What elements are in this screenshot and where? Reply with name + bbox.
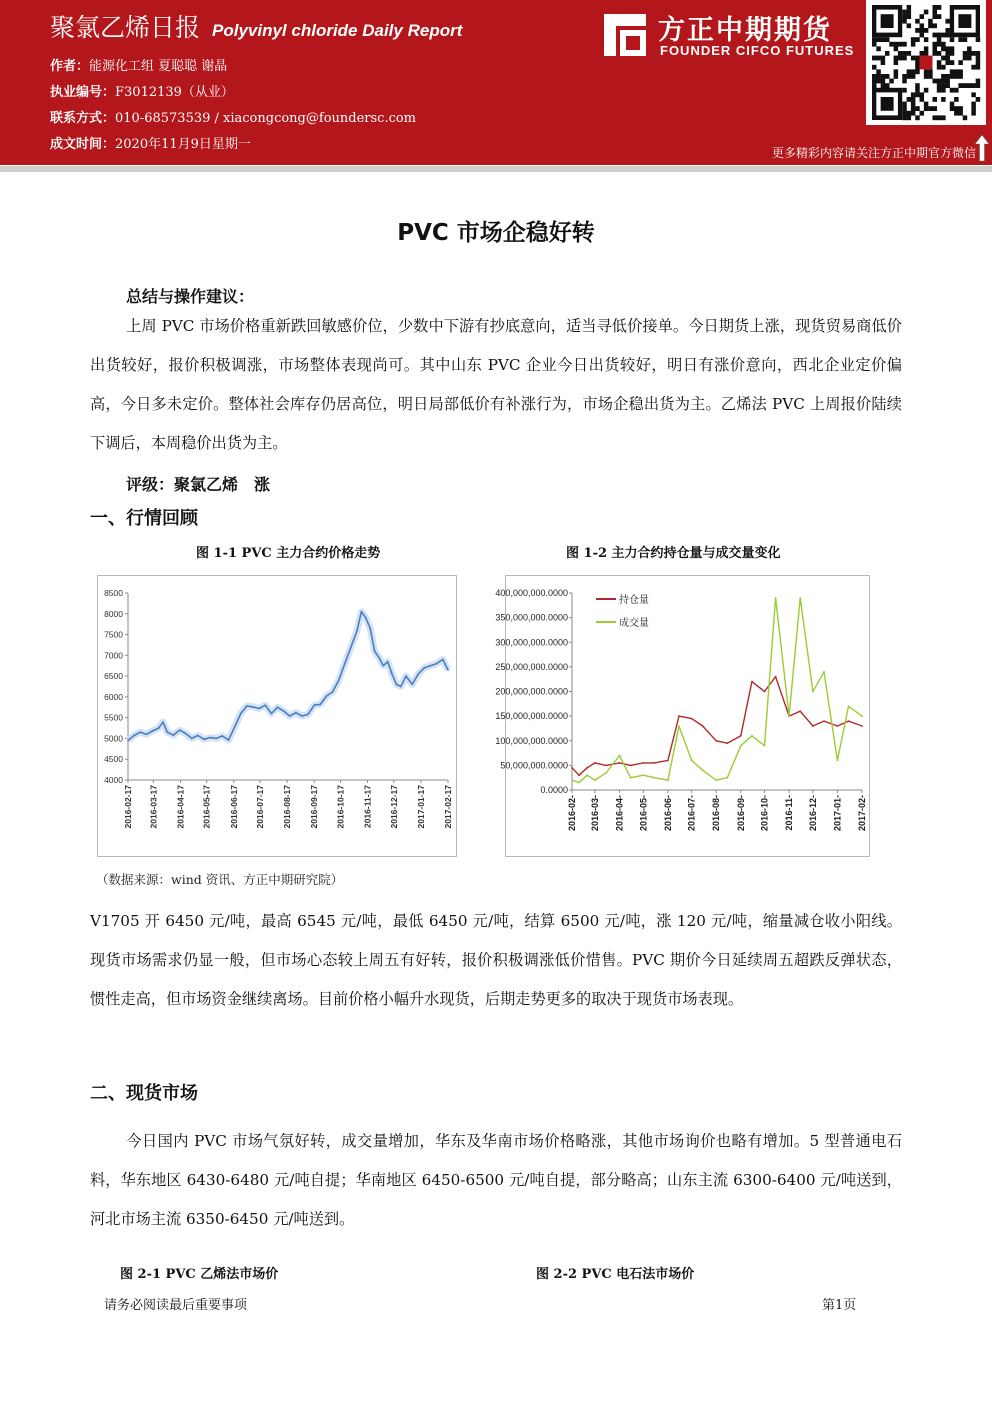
meta-license: 执业编号：F3012139（从业） bbox=[50, 85, 234, 100]
price-point bbox=[295, 712, 297, 714]
volume-point bbox=[702, 769, 704, 771]
page-number: 第1页 bbox=[822, 1298, 857, 1313]
author-meta bbox=[50, 54, 416, 158]
y-tick-label: 250,000,000.0000 bbox=[495, 661, 568, 672]
brand-name-cn: 方正中期期货 bbox=[658, 15, 832, 46]
x-tick-label: 2016-04-17 bbox=[175, 785, 186, 829]
price-point bbox=[133, 735, 135, 737]
volume-point bbox=[630, 777, 632, 779]
volume-point bbox=[667, 779, 669, 781]
price-point bbox=[301, 715, 303, 717]
open-interest-point bbox=[740, 735, 742, 737]
price-point bbox=[283, 710, 285, 712]
price-point bbox=[271, 713, 273, 715]
volume-point bbox=[751, 735, 753, 737]
x-tick-label: 2016-03-17 bbox=[148, 785, 159, 829]
y-tick-label: 6000 bbox=[104, 691, 123, 702]
x-tick-label: 2017-01-17 bbox=[415, 785, 426, 829]
volume-point bbox=[715, 779, 717, 781]
price-point bbox=[405, 675, 407, 677]
price-point bbox=[191, 738, 193, 740]
legend-label: 成交量 bbox=[619, 618, 649, 629]
x-tick-label: 2017-02-17 bbox=[443, 785, 453, 829]
y-tick-label: 300,000,000.0000 bbox=[495, 637, 568, 648]
y-tick-label: 6500 bbox=[104, 671, 123, 682]
y-tick-label: 4000 bbox=[104, 775, 123, 785]
price-point bbox=[173, 734, 175, 736]
volume-point bbox=[642, 774, 644, 776]
open-interest-point bbox=[861, 725, 863, 727]
y-tick-label: 7500 bbox=[104, 629, 123, 640]
price-point bbox=[252, 706, 254, 708]
x-tick-label: 2016-06-17 bbox=[228, 785, 239, 829]
price-point bbox=[382, 665, 384, 667]
price-point bbox=[152, 730, 154, 732]
volume-point bbox=[812, 691, 814, 693]
price-point bbox=[215, 738, 217, 740]
volume-point bbox=[571, 779, 573, 781]
x-tick-label: 2016-04- bbox=[614, 795, 625, 832]
open-interest-point bbox=[691, 718, 693, 720]
volume-point bbox=[578, 782, 580, 784]
volume-line bbox=[572, 598, 862, 783]
y-tick-label: 5500 bbox=[104, 712, 123, 723]
open-interest-point bbox=[823, 720, 825, 722]
open-interest-point bbox=[726, 742, 728, 744]
price-point bbox=[185, 733, 187, 735]
fig3-title: 图 2-1 PVC 乙烯法市场价 bbox=[120, 1267, 279, 1282]
volume-point bbox=[726, 777, 728, 779]
summary-paragraph: 上周 PVC 市场价格重新跌回敏感价位，少数中下游有抄底意向，适当寻低价接单。今日期货上涨，现货贸易商低价出货较好，报价积极调涨，市场整体表现尚可。其中山东 PVC 企业今日出货较好，明日有涨价意向，西北企业定价偏高，今日多未定价。整体社会库存仍居高位，明日局部低价有补涨行为，市场企稳出货为主。乙烯法 PVC 上周报价陆续下调后，本周稳价出货为主。 bbox=[90, 317, 902, 452]
x-tick-label: 2016-09- bbox=[735, 795, 746, 832]
x-tick-label: 2016-05-17 bbox=[201, 785, 212, 829]
report-title bbox=[50, 8, 462, 44]
y-tick-label: 8000 bbox=[104, 608, 123, 619]
price-point bbox=[139, 731, 141, 733]
price-point bbox=[326, 695, 328, 697]
price-point bbox=[361, 611, 363, 613]
y-tick-label: 150,000,000.0000 bbox=[495, 711, 568, 722]
x-tick-label: 2016-03- bbox=[589, 795, 600, 832]
y-tick-label: 7000 bbox=[104, 650, 123, 661]
x-tick-label: 2016-02- bbox=[567, 795, 577, 832]
open-interest-point bbox=[630, 765, 632, 767]
meta-contact: 联系方式：010-68573539 / xiacongcong@foundersc.com bbox=[50, 111, 417, 126]
price-point bbox=[374, 650, 376, 652]
price-point bbox=[166, 731, 168, 733]
y-tick-label: 0.0000 bbox=[540, 785, 568, 795]
price-point bbox=[369, 627, 371, 629]
y-tick-label: 4500 bbox=[104, 754, 123, 765]
open-interest-point bbox=[837, 725, 839, 727]
volume-point bbox=[654, 777, 656, 779]
volume-point bbox=[691, 760, 693, 762]
price-point bbox=[396, 684, 398, 686]
price-point bbox=[307, 713, 309, 715]
y-tick-label: 350,000,000.0000 bbox=[495, 612, 568, 623]
open-interest-point bbox=[642, 762, 644, 764]
price-point bbox=[391, 673, 393, 675]
open-interest-point bbox=[702, 725, 704, 727]
volume-point bbox=[586, 774, 588, 776]
x-tick-label: 2016-05- bbox=[638, 795, 649, 832]
price-point bbox=[430, 665, 432, 667]
y-tick-label: 8500 bbox=[104, 588, 123, 598]
price-point bbox=[246, 705, 248, 707]
oi-volume-chart bbox=[495, 576, 869, 856]
open-interest-point bbox=[586, 767, 588, 769]
qr-code bbox=[866, 0, 986, 125]
report-title-cn: 聚氯乙烯日报 bbox=[50, 13, 201, 42]
price-point bbox=[209, 737, 211, 739]
price-point bbox=[350, 646, 352, 648]
price-point bbox=[378, 657, 380, 659]
fig1-title: 图 1-1 PVC 主力合约价格走势 bbox=[196, 546, 381, 561]
market-review-paragraph: V1705 开 6450 元/吨，最高 6545 元/吨，最低 6450 元/吨，结算 6500 元/吨，涨 120 元/吨，缩量减仓收小阳线。现货市场需求仍显一般，但市场心态较上周五有好转，报价积极调涨低价惜售。PVC 期价今日延续周五超跌反弹状态，惯性走高，但市场资金继续离场。目前价格小幅升水现货，后期走势更多的取决于现货市场表现。 bbox=[90, 912, 902, 1008]
volume-point bbox=[848, 705, 850, 707]
price-point bbox=[447, 669, 449, 671]
up-arrow-icon bbox=[974, 134, 990, 162]
y-tick-label: 400,000,000.0000 bbox=[495, 588, 568, 598]
price-line-glow bbox=[128, 612, 448, 741]
price-point bbox=[400, 686, 402, 688]
price-point bbox=[365, 617, 367, 619]
data-source-note: （数据来源：wind 资讯、方正中期研究院） bbox=[96, 872, 344, 887]
section1-heading: 一、行情回顾 bbox=[90, 508, 198, 529]
price-point bbox=[424, 667, 426, 669]
rating: 评级：聚氯乙烯 涨 bbox=[126, 475, 271, 494]
open-interest-point bbox=[812, 725, 814, 727]
price-point bbox=[417, 673, 419, 675]
price-point bbox=[332, 691, 334, 693]
qr-code-icon bbox=[872, 5, 980, 120]
x-tick-label: 2016-07- bbox=[686, 795, 697, 832]
price-point bbox=[162, 721, 164, 723]
x-tick-label: 2016-12- bbox=[807, 795, 818, 832]
legend-label: 持仓量 bbox=[619, 595, 649, 606]
x-tick-label: 2016-07-17 bbox=[255, 785, 266, 829]
price-chart bbox=[98, 576, 456, 856]
fig4-title: 图 2-2 PVC 电石法市场价 bbox=[536, 1267, 695, 1282]
brand-name-en: FOUNDER CIFCO FUTURES bbox=[660, 43, 855, 58]
price-point bbox=[228, 739, 230, 741]
price-point bbox=[313, 704, 315, 706]
x-tick-label: 2016-10- bbox=[759, 795, 770, 832]
price-point bbox=[179, 729, 181, 731]
volume-point bbox=[764, 745, 766, 747]
open-interest-point bbox=[619, 762, 621, 764]
spot-market-paragraph: 今日国内 PVC 市场气氛好转，成交量增加，华东及华南市场价格略涨，其他市场询价也略有增加。5 型普通电石料，华东地区 6430-6480 元/吨自提；华南地区 6450-6500 元/吨自提，部分略高；山东主流 6300-6400 元/吨送到，河北市场主流 6350-6450 元/吨送到。 bbox=[90, 1132, 902, 1228]
open-interest-point bbox=[667, 760, 669, 762]
x-tick-label: 2016-11- bbox=[784, 795, 795, 831]
volume-point bbox=[619, 755, 621, 757]
open-interest-point bbox=[715, 740, 717, 742]
follow-wechat-text: 更多精彩内容请关注方正中期官方微信 bbox=[771, 146, 976, 160]
contact-email[interactable]: 010-68573539 / xiacongcong@foundersc.com bbox=[115, 111, 417, 126]
volume-point bbox=[678, 725, 680, 727]
x-tick-label: 2016-12-17 bbox=[388, 785, 399, 829]
open-interest-point bbox=[751, 681, 753, 683]
price-point bbox=[436, 663, 438, 665]
price-point bbox=[203, 738, 205, 740]
volume-point bbox=[788, 715, 790, 717]
open-interest-point bbox=[764, 691, 766, 693]
price-point bbox=[411, 684, 413, 686]
price-point bbox=[222, 735, 224, 737]
price-point bbox=[234, 726, 236, 728]
meta-date: 成文时间：2020年11月9日星期一 bbox=[50, 137, 251, 152]
brand-block bbox=[602, 8, 858, 62]
price-point bbox=[319, 704, 321, 706]
volume-point bbox=[861, 715, 863, 717]
price-point bbox=[356, 630, 358, 632]
oi-volume-chart-frame bbox=[495, 575, 870, 857]
report-header bbox=[0, 0, 992, 165]
x-tick-label: 2016-10-17 bbox=[335, 785, 346, 829]
x-tick-label: 2016-09-17 bbox=[309, 785, 320, 829]
x-tick-label: 2016-06- bbox=[662, 795, 673, 832]
founder-logo-icon bbox=[602, 12, 648, 58]
volume-point bbox=[594, 779, 596, 781]
price-point bbox=[338, 679, 340, 681]
open-interest-point bbox=[775, 676, 777, 678]
document-title: PVC 市场企稳好转 bbox=[397, 220, 595, 246]
price-point bbox=[197, 735, 199, 737]
price-point bbox=[277, 706, 279, 708]
open-interest-point bbox=[654, 762, 656, 764]
volume-point bbox=[740, 745, 742, 747]
y-tick-label: 100,000,000.0000 bbox=[495, 735, 568, 746]
price-point bbox=[127, 740, 129, 742]
open-interest-point bbox=[571, 767, 573, 769]
open-interest-point bbox=[578, 774, 580, 776]
price-point bbox=[387, 661, 389, 663]
y-tick-label: 50,000,000.0000 bbox=[500, 760, 568, 771]
summary-heading: 总结与操作建议： bbox=[126, 287, 255, 306]
price-point bbox=[264, 704, 266, 706]
open-interest-point bbox=[799, 710, 801, 712]
open-interest-point bbox=[678, 715, 680, 717]
volume-point bbox=[605, 772, 607, 774]
y-tick-label: 200,000,000.0000 bbox=[495, 686, 568, 697]
price-point bbox=[258, 708, 260, 710]
x-tick-label: 2016-08-17 bbox=[282, 785, 293, 829]
price-point bbox=[344, 663, 346, 665]
price-point bbox=[289, 715, 291, 717]
footer-disclaimer: 请务必阅读最后重要事项 bbox=[104, 1298, 248, 1313]
fig2-title: 图 1-2 主力合约持仓量与成交量变化 bbox=[566, 546, 781, 561]
header-divider bbox=[0, 166, 992, 172]
volume-point bbox=[799, 597, 801, 599]
x-tick-label: 2016-08- bbox=[711, 795, 722, 832]
x-tick-label: 2017-01- bbox=[832, 795, 843, 832]
price-point bbox=[158, 727, 160, 729]
open-interest-point bbox=[594, 762, 596, 764]
x-tick-label: 2016-11-17 bbox=[362, 785, 373, 829]
open-interest-point bbox=[848, 720, 850, 722]
volume-point bbox=[823, 671, 825, 673]
meta-author: 作者：能源化工组 夏聪聪 谢晶 bbox=[50, 59, 228, 74]
report-title-en: Polyvinyl chloride Daily Report bbox=[212, 21, 463, 40]
x-tick-label: 2017-02- bbox=[857, 795, 867, 832]
price-point bbox=[240, 713, 242, 715]
volume-point bbox=[775, 597, 777, 599]
x-tick-label: 2016-02-17 bbox=[123, 785, 133, 829]
volume-point bbox=[837, 760, 839, 762]
price-chart-frame bbox=[97, 575, 457, 857]
price-point bbox=[146, 733, 148, 735]
y-tick-label: 5000 bbox=[104, 733, 123, 744]
open-interest-point bbox=[605, 765, 607, 767]
price-point bbox=[442, 659, 444, 661]
section2-heading: 二、现货市场 bbox=[90, 1083, 198, 1104]
price-line bbox=[128, 612, 448, 741]
